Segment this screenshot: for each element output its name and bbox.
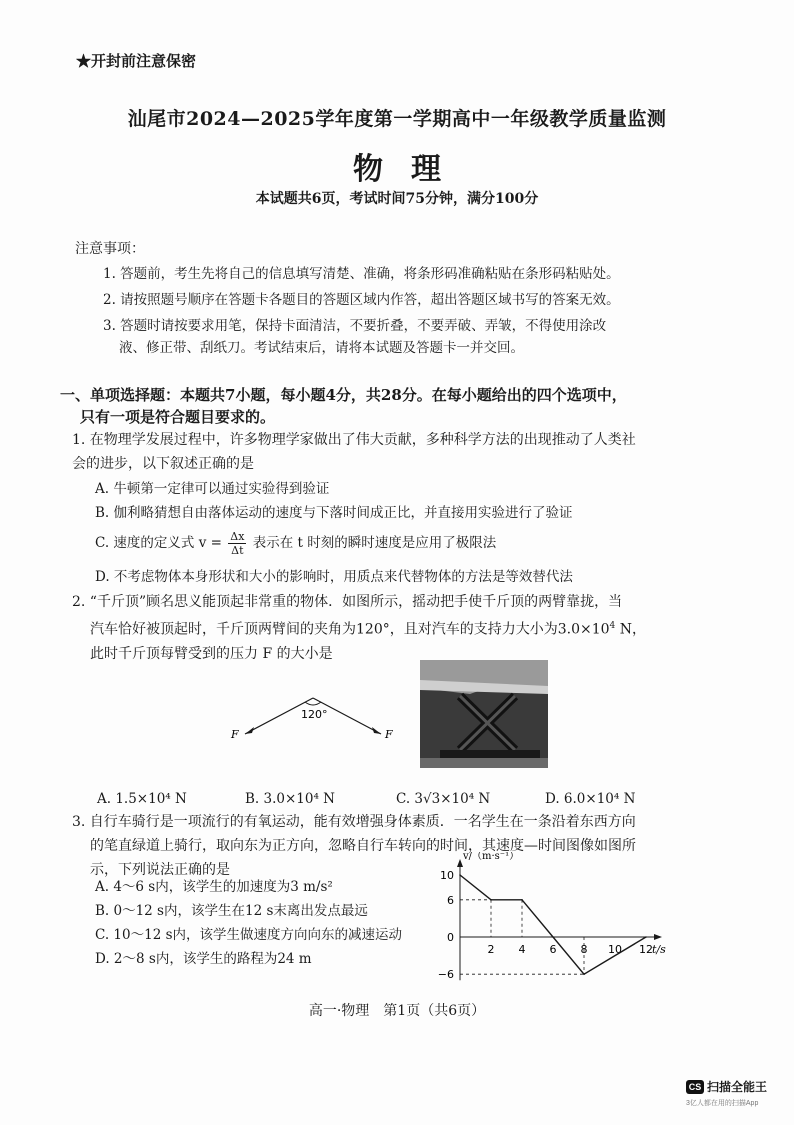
- force-label-right: F: [385, 728, 393, 741]
- notice-item: 2. 请按照题号顺序在答题卡各题目的答题区域内作答，超出答题区域书写的答案无效。: [103, 292, 620, 308]
- q1-option-b: B. 伽利略猜想自由落体运动的速度与下落时间成正比，并直接用实验进行了验证: [95, 505, 573, 521]
- y-axis-label: v/（m·s⁻¹）: [463, 852, 520, 862]
- exponent: 4: [609, 621, 616, 631]
- x-axis-label: t/s: [652, 943, 666, 956]
- angle-label: 120°: [301, 708, 328, 721]
- force-diagram: [225, 690, 400, 745]
- option-text: C. 速度的定义式 v =: [95, 535, 222, 551]
- q2-option-c: C. 3√3×10⁴ N: [396, 791, 491, 807]
- q1-option-a: A. 牛顿第一定律可以通过实验得到验证: [95, 481, 330, 497]
- angle-arc: [305, 702, 321, 705]
- notice-item: 1. 答题前，考生先将自己的信息填写清楚、准确，将条形码准确粘贴在条形码粘贴处。: [103, 266, 620, 282]
- data-point: [583, 973, 585, 975]
- section-heading-line: 只有一项是符合题目要求的。: [80, 408, 276, 426]
- data-point: [490, 899, 492, 901]
- q1-option-c: [95, 530, 496, 557]
- question-text-part: N，: [615, 621, 646, 638]
- data-point: [552, 936, 554, 938]
- y-tick-label: −6: [437, 968, 454, 982]
- section-heading: [60, 384, 700, 428]
- question-text: 2. “千斤顶”顾名思义能顶起非常重的物体．如图所示，摇动把手使千斤顶的两臂靠拢，当: [72, 594, 623, 610]
- force-label-left: F: [231, 728, 239, 741]
- exam-title: 汕尾市2024—2025学年度第一学期高中一年级教学质量监测: [127, 108, 667, 130]
- question-2-stem: [72, 590, 697, 666]
- q2-option-b: B. 3.0×10⁴ N: [245, 791, 335, 807]
- question-text: 此时千斤顶每臂受到的压力 F 的大小是: [90, 645, 333, 662]
- q3-option-a: A. 4～6 s内，该学生的加速度为3 m/s²: [95, 879, 333, 895]
- data-point: [645, 936, 647, 938]
- notice-item: 3. 答题时请按要求用笔，保持卡面清洁，不要折叠，不要弄破、弄皱，不得使用涂改: [103, 318, 607, 334]
- x-tick-label: 12: [639, 943, 653, 956]
- question-text: 会的进步，以下叙述正确的是: [72, 456, 254, 472]
- question-text: 3. 自行车骑行是一项流行的有氧运动，能有效增强身体素质．一名学生在一条沿着东西方向: [72, 814, 636, 830]
- data-point: [521, 899, 523, 901]
- notice-heading: 注意事项：: [75, 241, 145, 257]
- scanner-tagline: 3亿人都在用的扫描App: [686, 1100, 759, 1107]
- section-heading-line: 一、单项选择题：本题共7小题，每小题4分，共28分。在每小题给出的四个选项中，: [60, 386, 627, 404]
- question-text: 示，下列说法正确的是: [90, 862, 230, 878]
- x-tick-label: 6: [549, 943, 557, 956]
- fraction-denominator: Δt: [231, 544, 244, 557]
- subject-title: 物理: [353, 152, 469, 187]
- velocity-line: [460, 875, 646, 974]
- notice-item: 液、修正带、刮纸刀。考试结束后，请将本试题及答题卡一并交回。: [119, 340, 524, 356]
- scanner-name: 扫描全能王: [707, 1080, 768, 1095]
- scanner-logo-icon: CS: [686, 1080, 704, 1094]
- exam-info: 本试题共6页，考试时间75分钟，满分100分: [255, 191, 539, 207]
- x-tick-label: 4: [518, 943, 526, 956]
- left-arrowhead: [245, 727, 254, 734]
- x-tick-label: 10: [608, 943, 622, 956]
- velocity-time-chart: [425, 852, 695, 992]
- q3-option-c: C. 10～12 s内，该学生做速度方向向东的减速运动: [95, 927, 403, 943]
- q2-option-a: A. 1.5×10⁴ N: [97, 791, 187, 807]
- q1-option-d: D. 不考虑物体本身形状和大小的影响时，用质点来代替物体的方法是等效替代法: [95, 569, 573, 585]
- question-text-part: 汽车恰好被顶起时，千斤顶两臂间的夹角为120°，且对汽车的支持力大小为3.0×10: [90, 621, 610, 638]
- option-text: 表示在 t 时刻的瞬时速度是应用了极限法: [252, 535, 497, 551]
- q2-option-d: D. 6.0×10⁴ N: [545, 791, 636, 807]
- x-tick-label: 8: [580, 943, 588, 956]
- question-text: 1. 在物理学发展过程中，许多物理学家做出了伟大贡献，多种科学方法的出现推动了人类社: [72, 432, 636, 448]
- x-axis-arrow: [654, 934, 662, 940]
- q3-option-b: B. 0～12 s内，该学生在12 s末离出发点最远: [95, 903, 368, 919]
- q3-option-d: D. 2～8 s内，该学生的路程为24 m: [95, 951, 312, 967]
- question-1-stem: [72, 428, 697, 476]
- fraction-numerator: Δx: [230, 530, 245, 543]
- car-jack-photo: [420, 660, 548, 768]
- scanner-watermark: [686, 1078, 767, 1096]
- question-text: 的笔直绿道上骑行，取向东为正方向，忽略自行车转向的时间，其速度—时间图像如图所: [90, 838, 636, 854]
- x-tick-label: 2: [487, 943, 495, 956]
- confidential-label: ★开封前注意保密: [76, 52, 197, 70]
- data-point: [459, 874, 461, 876]
- y-tick-label: 10: [440, 869, 454, 882]
- right-arrowhead: [372, 727, 381, 734]
- fraction: [228, 530, 246, 557]
- question-text: [72, 614, 697, 642]
- page-footer: 高一·物理 第1页（共6页）: [308, 1003, 486, 1019]
- y-tick-label: 0: [447, 931, 454, 944]
- y-tick-label: 6: [447, 893, 454, 907]
